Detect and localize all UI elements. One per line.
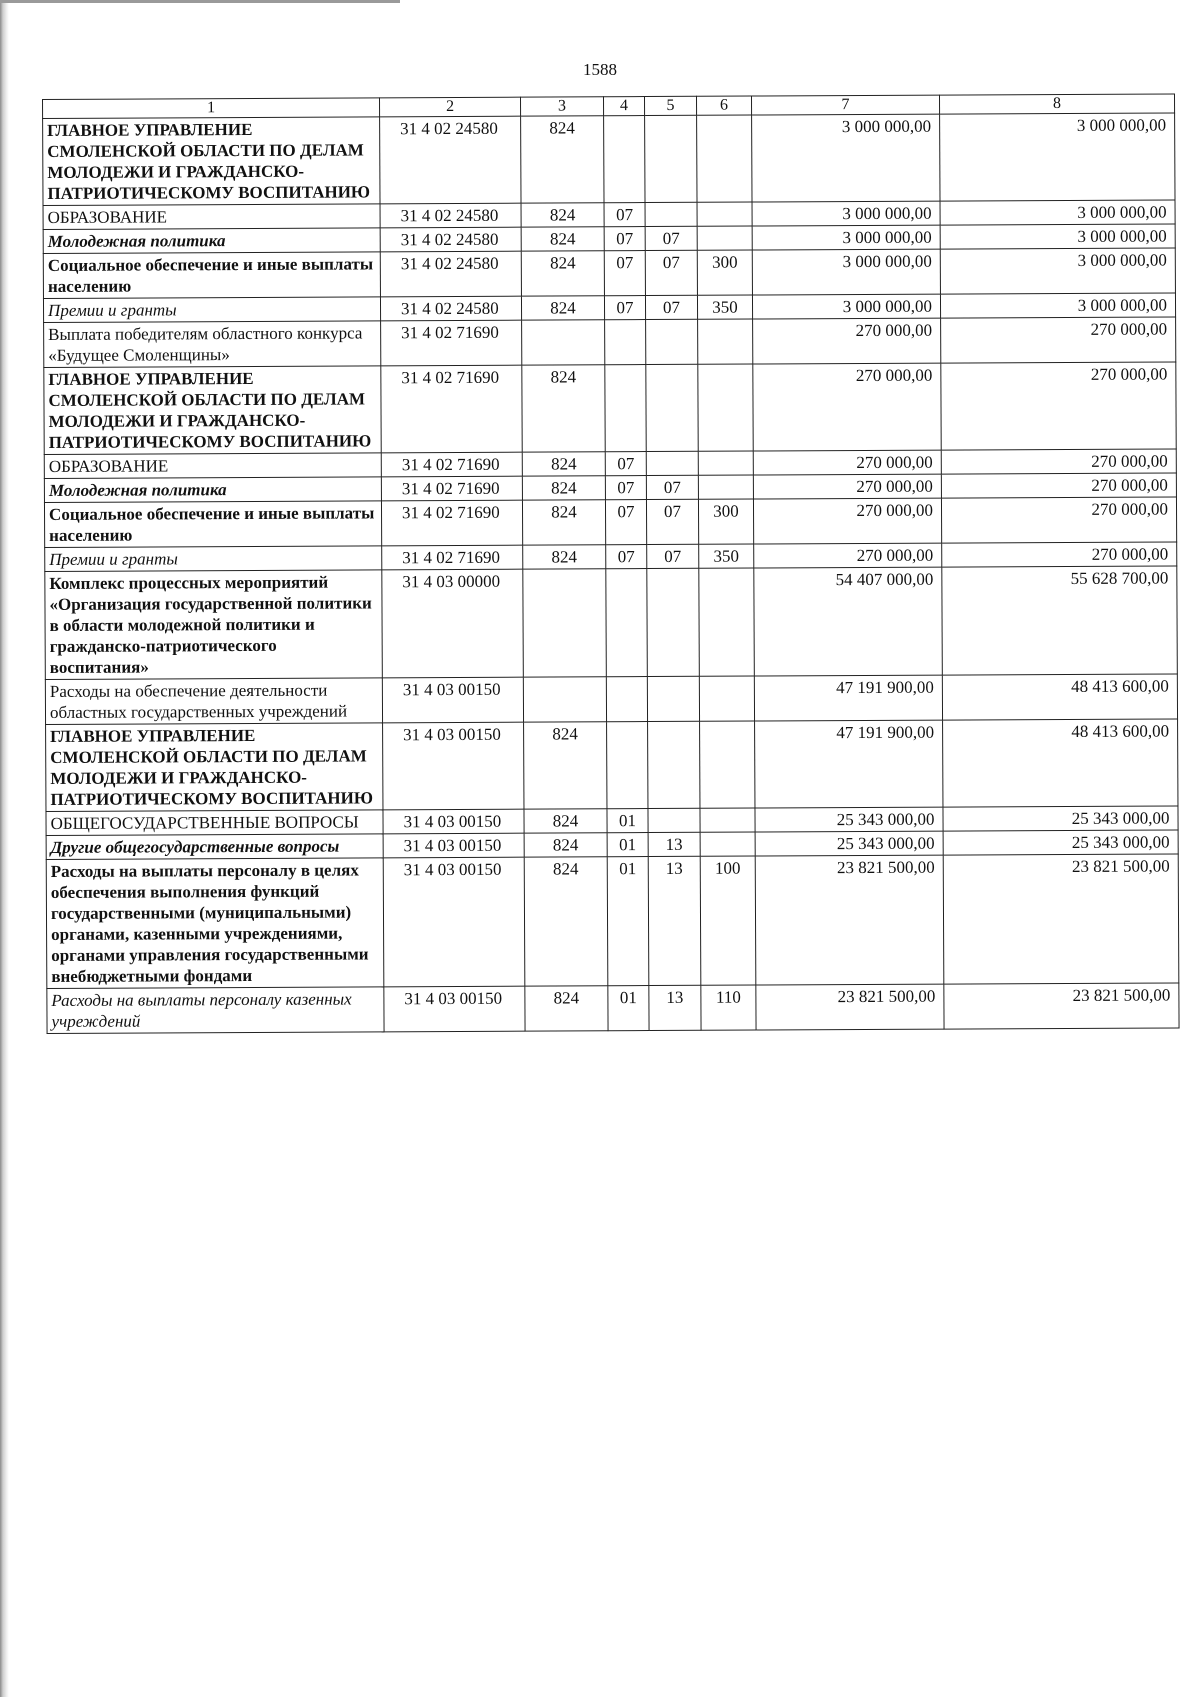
expense-type-code: 100 — [700, 856, 756, 985]
budget-table — [42, 93, 1180, 1034]
ministry-code — [522, 320, 605, 365]
section-code: 07 — [604, 203, 645, 227]
amount-year-2: 3 000 000,00 — [940, 248, 1175, 294]
target-code: 31 4 03 00150 — [383, 857, 525, 987]
amount-year-1: 3 000 000,00 — [752, 201, 940, 226]
subsection-code — [645, 115, 697, 202]
expense-type-code — [699, 568, 755, 676]
amount-year-1: 270 000,00 — [753, 474, 941, 499]
target-code: 31 4 03 00150 — [384, 986, 525, 1032]
row-name: ГЛАВНОЕ УПРАВЛЕНИЕ СМОЛЕНСКОЙ ОБЛАСТИ ПО ДЕЛАМ МОЛОДЕЖИ И ГРАЖДАНСКО-ПАТРИОТИЧЕСКОМУ ВОСПИТАНИЮ — [46, 723, 383, 812]
section-code: 07 — [605, 476, 646, 500]
section-code: 01 — [607, 857, 649, 986]
ministry-code: 824 — [524, 857, 608, 986]
target-code: 31 4 02 24580 — [380, 251, 521, 297]
section-code: 07 — [604, 251, 645, 296]
amount-year-1: 47 191 900,00 — [754, 675, 942, 721]
row-name: Социальное обеспечение и иные выплаты населению — [43, 252, 380, 299]
amount-year-2: 55 628 700,00 — [942, 566, 1178, 675]
row-name: ГЛАВНОЕ УПРАВЛЕНИЕ СМОЛЕНСКОЙ ОБЛАСТИ ПО ДЕЛАМ МОЛОДЕЖИ И ГРАЖДАНСКО-ПАТРИОТИЧЕСКОМУ ВОСПИТАНИЮ — [43, 117, 380, 206]
expense-type-code — [697, 115, 752, 202]
column-number: 1 — [43, 98, 380, 119]
ministry-code: 824 — [521, 251, 604, 296]
ministry-code: 824 — [521, 203, 604, 227]
subsection-code — [645, 202, 697, 226]
row-name: Молодежная политика — [43, 228, 380, 254]
expense-type-code: 300 — [698, 499, 753, 544]
amount-year-2: 25 343 000,00 — [943, 830, 1178, 855]
expense-type-code — [700, 832, 755, 856]
ministry-code: 824 — [522, 452, 605, 476]
section-code: 07 — [605, 500, 646, 545]
expense-type-code — [697, 226, 752, 250]
table-row — [46, 854, 1179, 989]
amount-year-2: 48 413 600,00 — [942, 674, 1177, 720]
subsection-code: 13 — [649, 985, 701, 1030]
section-code: 01 — [607, 809, 648, 833]
amount-year-2: 270 000,00 — [941, 473, 1176, 498]
target-code: 31 4 02 24580 — [380, 227, 521, 252]
column-number: 2 — [379, 97, 520, 117]
amount-year-2: 270 000,00 — [941, 497, 1176, 543]
subsection-code — [646, 364, 698, 451]
target-code: 31 4 03 00000 — [382, 569, 524, 678]
section-code: 01 — [608, 986, 649, 1031]
amount-year-1: 3 000 000,00 — [752, 225, 940, 250]
page-number: 1588 — [583, 60, 617, 79]
amount-year-1: 25 343 000,00 — [755, 831, 943, 856]
target-code: 31 4 02 71690 — [381, 365, 522, 453]
ministry-code: 824 — [524, 833, 607, 857]
target-code: 31 4 02 71690 — [381, 452, 522, 477]
amount-year-2: 23 821 500,00 — [944, 983, 1179, 1029]
section-code — [605, 365, 646, 452]
subsection-code — [648, 808, 700, 832]
section-code — [606, 677, 647, 722]
row-name: Премии и гранты — [45, 546, 382, 572]
ministry-code — [523, 677, 606, 722]
amount-year-2: 3 000 000,00 — [940, 113, 1175, 201]
amount-year-1: 270 000,00 — [753, 318, 941, 364]
amount-year-2: 3 000 000,00 — [940, 224, 1175, 249]
amount-year-1: 25 343 000,00 — [755, 807, 943, 832]
amount-year-2: 25 343 000,00 — [943, 806, 1178, 831]
expense-type-code — [698, 319, 753, 364]
section-code: 07 — [604, 227, 645, 251]
row-name: Премии и гранты — [43, 297, 380, 323]
ministry-code: 824 — [524, 722, 607, 809]
target-code: 31 4 02 71690 — [381, 320, 522, 366]
table-row — [47, 983, 1179, 1034]
subsection-code: 13 — [648, 856, 701, 985]
section-code — [607, 722, 648, 809]
target-code: 31 4 02 71690 — [381, 476, 522, 501]
section-code: 01 — [607, 833, 648, 857]
column-number: 3 — [520, 97, 603, 116]
column-number: 4 — [603, 97, 644, 116]
scan-shadow-edge — [0, 0, 9, 1697]
expense-type-code — [698, 451, 753, 475]
subsection-code: 13 — [648, 832, 700, 856]
amount-year-2: 3 000 000,00 — [940, 200, 1175, 225]
subsection-code: 07 — [646, 499, 698, 544]
target-code: 31 4 02 71690 — [381, 500, 522, 546]
ministry-code: 824 — [521, 116, 604, 203]
subsection-code — [647, 568, 700, 676]
expense-type-code — [697, 202, 752, 226]
ministry-code: 824 — [521, 296, 604, 320]
ministry-code: 824 — [522, 365, 605, 452]
amount-year-2: 270 000,00 — [941, 362, 1176, 450]
ministry-code: 824 — [522, 500, 605, 545]
expense-type-code: 350 — [697, 295, 752, 319]
row-name: Расходы на выплаты персоналу в целях обеспечения выполнения функций государственными (муниципальными) органами, казенными учреждениями, органами управления государственными внебюджетными фондами — [46, 858, 384, 989]
table-row — [43, 248, 1175, 299]
subsection-code — [646, 451, 698, 475]
target-code: 31 4 03 00150 — [383, 722, 524, 810]
row-name: Расходы на выплаты персоналу казенных учреждений — [47, 987, 384, 1034]
expense-type-code — [700, 808, 755, 832]
amount-year-1: 270 000,00 — [753, 450, 941, 475]
row-name: ОБЩЕГОСУДАРСТВЕННЫЕ ВОПРОСЫ — [46, 810, 383, 836]
subsection-code — [647, 676, 699, 721]
amount-year-1: 54 407 000,00 — [754, 567, 943, 676]
row-name: Другие общегосударственные вопросы — [46, 834, 383, 860]
amount-year-2: 270 000,00 — [941, 317, 1176, 363]
ministry-code: 824 — [525, 986, 608, 1031]
amount-year-1: 3 000 000,00 — [752, 294, 940, 319]
table-row — [43, 113, 1175, 206]
expense-type-code: 110 — [701, 985, 756, 1030]
column-number: 5 — [644, 96, 696, 115]
expense-type-code — [698, 475, 753, 499]
amount-year-1: 270 000,00 — [753, 363, 941, 451]
row-name: Социальное обеспечение и иные выплаты населению — [44, 501, 381, 548]
column-number: 7 — [751, 95, 939, 115]
table-row — [44, 317, 1176, 368]
expense-type-code — [698, 364, 753, 451]
row-name: ОБРАЗОВАНИЕ — [43, 204, 380, 230]
table-row — [45, 674, 1177, 725]
subsection-code — [648, 721, 700, 808]
amount-year-1: 47 191 900,00 — [755, 720, 943, 808]
scan-top-edge — [0, 0, 400, 3]
target-code: 31 4 02 24580 — [380, 296, 521, 321]
amount-year-1: 3 000 000,00 — [752, 114, 940, 202]
ministry-code: 824 — [524, 809, 607, 833]
ministry-code: 824 — [523, 545, 606, 569]
amount-year-1: 3 000 000,00 — [752, 249, 940, 295]
section-code: 07 — [605, 452, 646, 476]
row-name: Расходы на обеспечение деятельности областных государственных учреждений — [45, 678, 382, 725]
amount-year-1: 23 821 500,00 — [755, 855, 944, 985]
amount-year-1: 270 000,00 — [753, 498, 941, 544]
ministry-code: 824 — [521, 227, 604, 251]
target-code: 31 4 02 24580 — [380, 203, 521, 228]
row-name: Комплекс процессных мероприятий «Организация государственной политики в области молодежной политики и гражданско-патриотического воспитания» — [45, 570, 383, 680]
target-code: 31 4 03 00150 — [383, 809, 524, 834]
section-code — [606, 569, 648, 677]
amount-year-1: 270 000,00 — [754, 543, 942, 568]
subsection-code: 07 — [646, 475, 698, 499]
target-code: 31 4 03 00150 — [382, 677, 523, 723]
section-code: 07 — [604, 296, 645, 320]
target-code: 31 4 03 00150 — [383, 833, 524, 858]
expense-type-code: 300 — [697, 250, 752, 295]
subsection-code: 07 — [645, 250, 697, 295]
amount-year-2: 3 000 000,00 — [940, 293, 1175, 318]
ministry-code: 824 — [522, 476, 605, 500]
subsection-code: 07 — [647, 544, 699, 568]
row-name: Выплата победителям областного конкурса «Будущее Смоленщины» — [44, 321, 381, 368]
expense-type-code: 350 — [699, 544, 754, 568]
subsection-code: 07 — [645, 226, 697, 250]
expense-type-code — [700, 721, 755, 808]
row-name: ГЛАВНОЕ УПРАВЛЕНИЕ СМОЛЕНСКОЙ ОБЛАСТИ ПО ДЕЛАМ МОЛОДЕЖИ И ГРАЖДАНСКО-ПАТРИОТИЧЕСКОМУ ВОСПИТАНИЮ — [44, 366, 381, 455]
row-name: Молодежная политика — [44, 477, 381, 503]
expense-type-code — [699, 676, 754, 721]
subsection-code: 07 — [645, 295, 697, 319]
amount-year-2: 23 821 500,00 — [943, 854, 1179, 984]
ministry-code — [523, 569, 607, 677]
column-number: 6 — [696, 96, 751, 115]
column-number: 8 — [939, 94, 1174, 114]
amount-year-1: 23 821 500,00 — [756, 984, 944, 1030]
table-row — [45, 566, 1178, 680]
table-row — [44, 497, 1176, 548]
section-code: 07 — [606, 545, 647, 569]
amount-year-2: 48 413 600,00 — [943, 719, 1178, 807]
section-code — [604, 116, 645, 203]
target-code: 31 4 02 71690 — [382, 545, 523, 570]
table-row — [46, 719, 1178, 812]
table-row — [44, 362, 1176, 455]
amount-year-2: 270 000,00 — [941, 449, 1176, 474]
section-code — [605, 320, 646, 365]
target-code: 31 4 02 24580 — [380, 116, 521, 204]
amount-year-2: 270 000,00 — [942, 542, 1177, 567]
row-name: ОБРАЗОВАНИЕ — [44, 453, 381, 479]
subsection-code — [646, 319, 698, 364]
